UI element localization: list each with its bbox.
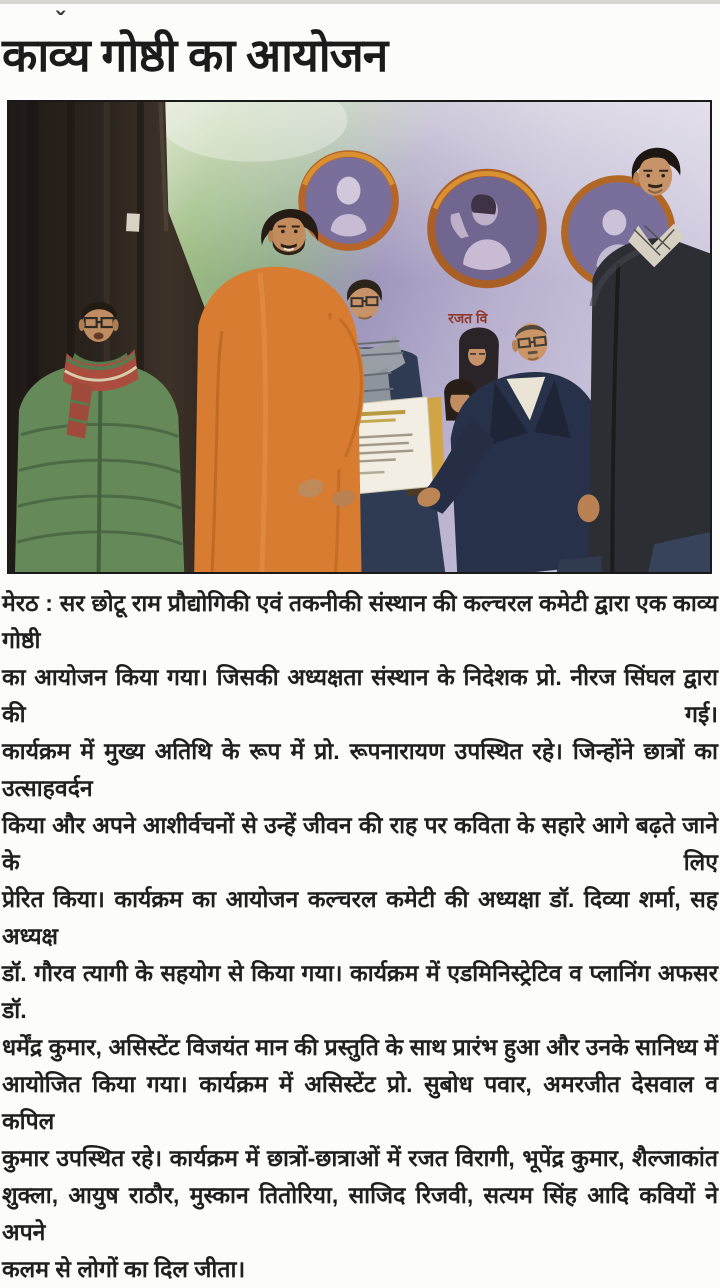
- article-line: प्रेरित किया। कार्यक्रम का आयोजन कल्चरल कमेटी की अध्यक्षा डॉ. दिव्या शर्मा, सह अध्यक्ष: [2, 886, 718, 949]
- article-line: कार्यक्रम में मुख्य अतिथि के रूप में प्रो. रूपनारायण उपस्थित रहे। जिन्होंने छात्रों का उत्साहवर्दन: [2, 738, 718, 801]
- article-line: कलम से लोगों का दिल जीता।: [2, 1256, 246, 1282]
- article-line: आयोजित किया गया। कार्यक्रम में असिस्टेंट प्रो. सुबोध पवार, अमरजीत देसवाल व कपिल: [2, 1071, 718, 1134]
- article-line: किया और अपने आशीर्वचनों से उन्हें जीवन की राह पर कविता के सहारे आगे बढ़ते जाने के लिए: [2, 812, 718, 875]
- page-top-edge: [0, 0, 720, 4]
- article-line: कुमार उपस्थित रहे। कार्यक्रम में छात्रों-छात्राओं में रजत विरागी, भूपेंद्र कुमार, शैल्जाकांत: [2, 1145, 718, 1171]
- article-line: का आयोजन किया गया। जिसकी अध्यक्षता संस्थान के निदेशक प्रो. नीरज सिंघल द्वारा की गई।: [2, 664, 718, 727]
- article-line: धर्मेंद्र कुमार, असिस्टेंट विजयंत मान की प्रस्तुति के साथ प्रारंभ हुआ और उनके सानिध्य में: [2, 1034, 718, 1060]
- article-line: शुक्ला, आयुष राठौर, मुस्कान तितोरिया, साजिद रिजवी, सत्यम सिंह आदि कवियों ने अपने: [2, 1182, 718, 1245]
- headline: काव्य गोष्ठी का आयोजन: [2, 29, 388, 81]
- article-line: डॉ. गौरव त्यागी के सहयोग से किया गया। कार्यक्रम में एडमिनिस्ट्रेटिव व प्लानिंग अफसर डॉ.: [2, 960, 718, 1023]
- event-photo-frame: [7, 100, 712, 574]
- scan-artifact-mark: ˇ: [56, 6, 65, 36]
- article-line: मेरठ : सर छोटू राम प्रौद्योगिकी एवं तकनीकी संस्थान की कल्चरल कमेटी द्वारा एक काव्य गोष्ठी: [2, 590, 718, 653]
- screen-name-label: रजत वि: [448, 310, 488, 327]
- event-photo: [9, 102, 710, 572]
- article-body: [0, 585, 720, 1288]
